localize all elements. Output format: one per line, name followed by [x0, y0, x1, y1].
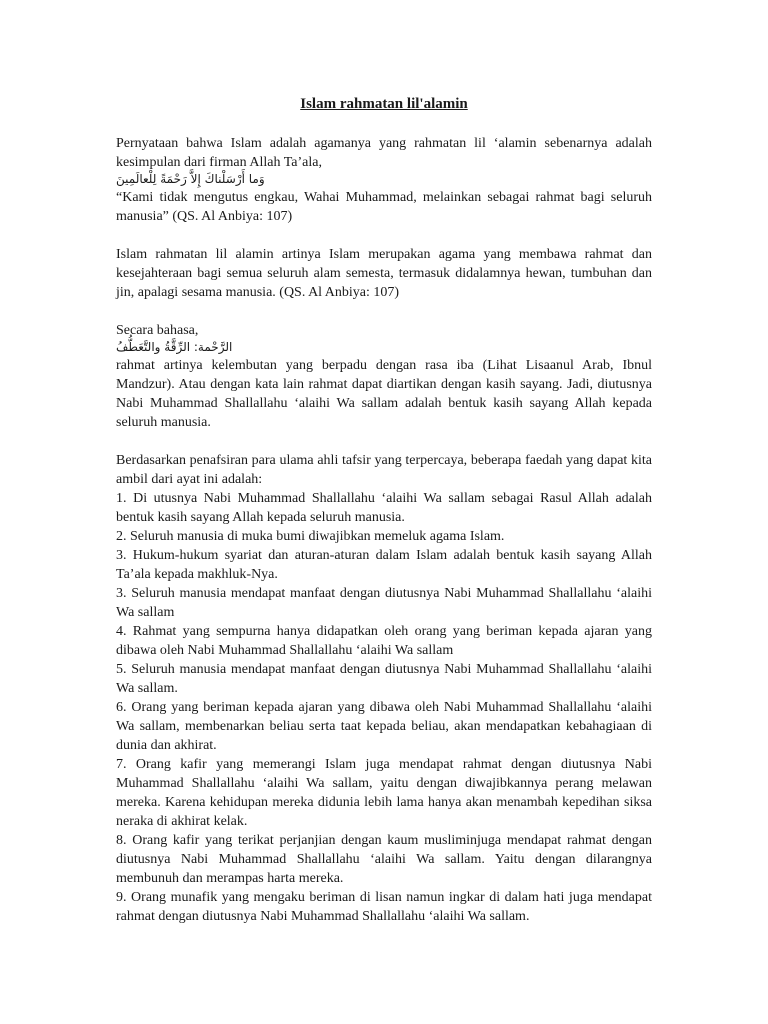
intro-paragraph: Pernyataan bahwa Islam adalah agamanya yang rahmatan lil ‘alamin sebenarnya adalah kesimpulan dari firman Allah Ta’ala,	[116, 136, 652, 170]
spacer	[116, 226, 652, 245]
benefits-list	[116, 489, 652, 926]
paragraph-definition: Islam rahmatan lil alamin artinya Islam merupakan agama yang membawa rahmat dan kesejahteraan bagi semua seluruh alam semesta, termasuk didalamnya hewan, tumbuhan dan jin, apalagi sesama manusia. (QS. Al Anbiya: 107)	[116, 247, 652, 300]
list-item: 7. Orang kafir yang memerangi Islam juga mendapat rahmat dengan diutusnya Nabi Muhammad Shallallahu ‘alaihi Wa sallam, yaitu dengan diwajibkannya perang melawan mereka. Karena kehidupan mereka didunia lebih lama hanya akan menambah kepedihan siksa neraka di akhirat kelak.	[116, 757, 652, 829]
list-item: 8. Orang kafir yang terikat perjanjian dengan kaum musliminjuga mendapat rahmat dengan diutusnya Nabi Muhammad Shallallahu ‘alaihi Wa sallam. Yaitu dengan dilarangnya membunuh dan merampas harta mereka.	[116, 833, 652, 886]
paragraph-rahmat-meaning: rahmat artinya kelembutan yang berpadu dengan rasa iba (Lihat Lisaanul Arab, Ibnul Mandzur). Atau dengan kata lain rahmat dapat diartikan dengan kasih sayang. Jadi, diutusnya Nabi Muhammad Shallallahu ‘alaihi Wa sallam adalah bentuk kasih sayang Allah kepada seluruh manusia.	[116, 358, 652, 430]
list-item: 3. Seluruh manusia mendapat manfaat dengan diutusnya Nabi Muhammad Shallallahu ‘alaihi Wa sallam	[116, 586, 652, 620]
list-item: 5. Seluruh manusia mendapat manfaat dengan diutusnya Nabi Muhammad Shallallahu ‘alaihi Wa sallam.	[116, 662, 652, 696]
list-item: 3. Hukum-hukum syariat dan aturan-aturan dalam Islam adalah bentuk kasih sayang Allah Ta’ala kepada makhluk-Nya.	[116, 548, 652, 582]
list-item: 2. Seluruh manusia di muka bumi diwajibkan memeluk agama Islam.	[116, 529, 505, 544]
list-item: 4. Rahmat yang sempurna hanya didapatkan oleh orang yang beriman kepada ajaran yang dibawa oleh Nabi Muhammad Shallallahu ‘alaihi Wa sallam	[116, 624, 652, 658]
spacer	[116, 302, 652, 321]
secara-bahasa-label: Secara bahasa,	[116, 323, 199, 338]
arabic-verse: وَما أَرْسَلْناكَ إِلاَّ رَحْمَةً لِلْعالَمِينَ	[116, 172, 265, 186]
list-item: 6. Orang yang beriman kepada ajaran yang dibawa oleh Nabi Muhammad Shallallahu ‘alaihi Wa sallam, membenarkan beliau serta taat kepada beliau, akan mendapatkan kebahagiaan di dunia dan akhirat.	[116, 700, 652, 753]
spacer	[116, 432, 652, 451]
arabic-definition: الرَّحْمة: الرِّقَّةُ والتَّعَطُّفُ	[116, 340, 233, 354]
paragraph-tafsir-intro: Berdasarkan penafsiran para ulama ahli tafsir yang terpercaya, beberapa faedah yang dapat kita ambil dari ayat ini adalah:	[116, 453, 652, 487]
list-item: 9. Orang munafik yang mengaku beriman di lisan namun ingkar di dalam hati juga mendapat rahmat dengan diutusnya Nabi Muhammad Shallallahu ‘alaihi Wa sallam.	[116, 890, 652, 924]
document-title: Islam rahmatan lil'alamin	[300, 96, 468, 112]
list-item: 1. Di utusnya Nabi Muhammad Shallallahu ‘alaihi Wa sallam sebagai Rasul Allah adalah bentuk kasih sayang Allah kepada seluruh manusia.	[116, 491, 652, 525]
verse-translation: “Kami tidak mengutus engkau, Wahai Muhammad, melainkan sebagai rahmat bagi seluruh manusia” (QS. Al Anbiya: 107)	[116, 190, 652, 224]
